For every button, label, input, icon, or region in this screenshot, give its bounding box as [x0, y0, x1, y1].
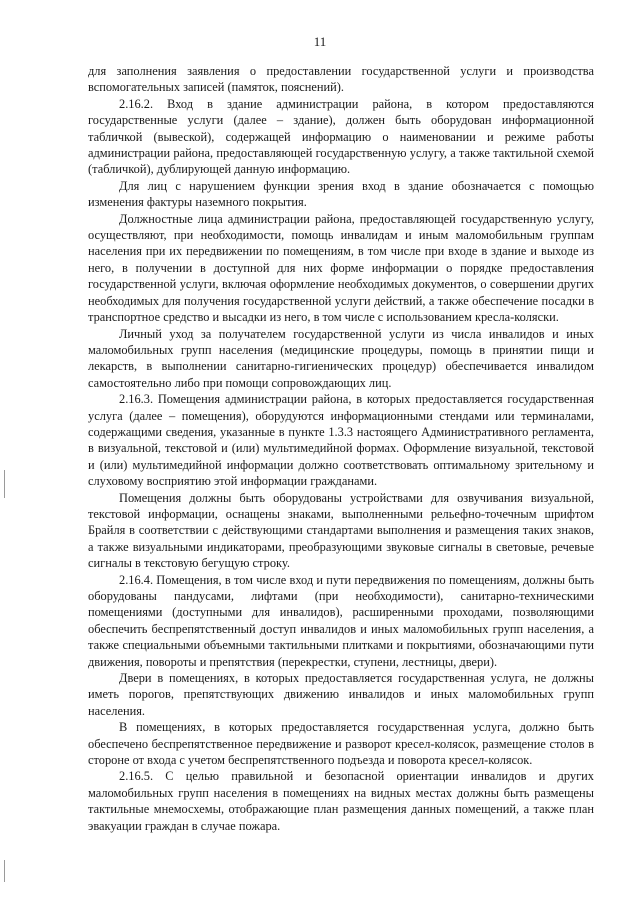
paragraph-wheelchair-movement: В помещениях, в которых предоставляется государственная услуга, должно быть обеспечено беспрепятственное передвижение и разворот кресел-колясок, размещение столов в стороне от входа с учетом беспрепятственного подъезда и поворота кресел-колясок. — [88, 720, 594, 768]
paragraph-doors: Двери в помещениях, в которых предоставляется государственная услуга, не должны иметь порогов, препятствующих движению инвалидов и иных маломобильных групп населения. — [88, 671, 594, 718]
paragraph-2-16-5: 2.16.5. С целью правильной и безопасной ориентации инвалидов и других маломобильных групп населения в помещениях на видных местах должны быть размещены тактильные мнемосхемы, отображающие план размещения данных помещений, а также план эвакуации граждан в случае пожара. — [88, 769, 594, 833]
paragraph-2-16-2: 2.16.2. Вход в здание администрации района, в котором предоставляются государственные услуги (далее – здание), должен быть оборудован информационной табличкой (вывеской), содержащей информацию о наименовании и режиме работы администрации района, предоставляющей государственную услугу, а также тактильной схемой (табличкой), дублирующей данную информацию. — [88, 96, 594, 177]
scan-edge-mark — [4, 860, 5, 882]
scan-edge-mark — [4, 470, 5, 498]
page-number: 11 — [313, 34, 327, 49]
paragraph-continuation: для заполнения заявления о предоставлении государственной услуги и производства вспомогательных записей (памяток, пояснений). — [88, 64, 594, 95]
paragraph-personal-care: Личный уход за получателем государственной услуги из числа инвалидов и иных маломобильных групп населения (медицинские процедуры, помощь в принятии пищи и лекарств, в выполнении санитарно-гигиенических процедур) обеспечивается инвалидом самостоятельно либо при помощи сопровождающих лиц. — [88, 326, 594, 390]
paragraph-visual-impairment-entrance: Для лиц с нарушением функции зрения вход в здание обозначается с помощью изменения фактуры наземного покрытия. — [88, 178, 594, 210]
paragraph-2-16-4: 2.16.4. Помещения, в том числе вход и пути передвижения по помещениям, должны быть оборудованы пандусами, лифтами (при необходимости), санитарно-техническими помещениями (доступными для инвалидов), расширенными проходами, позволяющими обеспечить беспрепятственный доступ инвалидов и иных маломобильных групп населения, а также специальными объемными тактильными плитками и покрытиями, обозначающими пути движения, повороты и препятствия (перекрестки, ступени, лестницы, двери). — [88, 572, 594, 669]
paragraph-officials-assistance: Должностные лица администрации района, предоставляющей государственную услугу, осуществляют, при необходимости, помощь инвалидам и иным маломобильным группам населения при их передвижении по помещениям, в том числе при входе в здание и выходе из него, в получении в доступной для них форме информации о порядке предоставления государственной услуги, включая оформление необходимых документов, о совершении других необходимых для получения государственной услуги действий, а также обеспечение посадки в транспортное средство и высадки из него, в том числе с использованием кресла-коляски. — [88, 211, 594, 325]
document-body — [88, 63, 594, 834]
paragraph-braille-equipment: Помещения должны быть оборудованы устройствами для озвучивания визуальной, текстовой информации, оснащены знаками, выполненными рельефно-точечным шрифтом Брайля в соответствии с действующими стандартами выполнения и размещения таких знаков, а также визуальными индикаторами, преобразующими звуковые сигналы в световые, речевые сигналы в текстовую бегущую строку. — [88, 490, 594, 571]
paragraph-2-16-3: 2.16.3. Помещения администрации района, в которых предоставляется государственная услуга (далее – помещения), оборудуются информационными стендами или терминалами, содержащими сведения, указанные в пункте 1.3.3 настоящего Административного регламента, в визуальной, текстовой и (или) мультимедийной формах. Оформление визуальной, текстовой и (или) мультимедийной информации должно соответствовать оптимальному зрительному и слуховому восприятию этой информации гражданами. — [88, 392, 594, 489]
